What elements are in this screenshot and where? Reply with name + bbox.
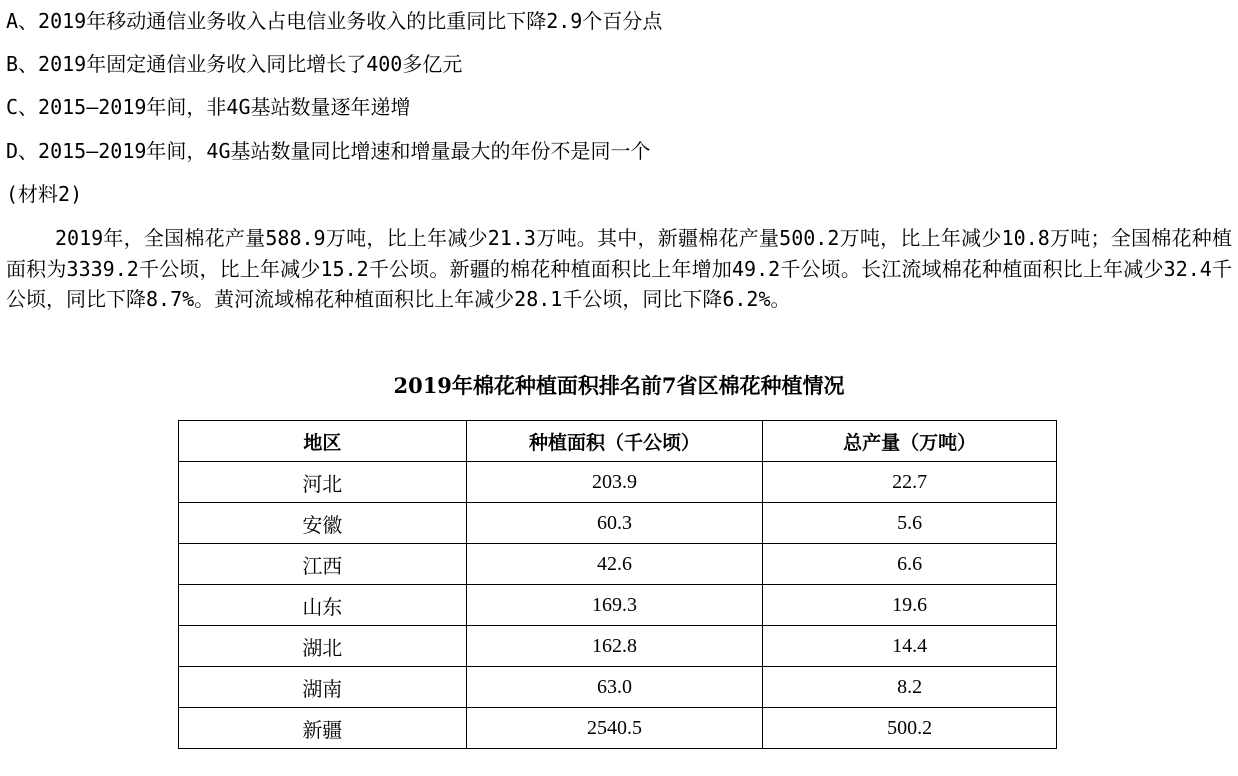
table-row xyxy=(179,503,1057,544)
cell-region: 湖北 xyxy=(179,626,467,667)
cell-area: 42.6 xyxy=(466,544,763,585)
cell-area: 203.9 xyxy=(466,462,763,503)
table-row xyxy=(179,462,1057,503)
cell-area: 169.3 xyxy=(466,585,763,626)
cell-area: 63.0 xyxy=(466,667,763,708)
option-c: C、2015—2019年间，非4G基站数量逐年递增 xyxy=(6,95,411,119)
cell-output: 500.2 xyxy=(763,708,1057,749)
cell-output: 5.6 xyxy=(763,503,1057,544)
option-a: A、2019年移动通信业务收入占电信业务收入的比重同比下降2.9个百分点 xyxy=(6,9,663,33)
cell-region: 安徽 xyxy=(179,503,467,544)
table-header-row xyxy=(179,421,1057,462)
header-region: 地区 xyxy=(179,421,467,462)
material-paragraph: 2019年，全国棉花产量588.9万吨，比上年减少21.3万吨。其中，新疆棉花产量500.2万吨，比上年减少10.8万吨；全国棉花种植面积为3339.2千公顷，比上年减少15.2千公顷。新疆的棉花种植面积比上年增加49.2千公顷。长江流域棉花种植面积比上年减少32.4千公顷，同比下降8.7%。黄河流域棉花种植面积比上年减少28.1千公顷，同比下降6.2%。 xyxy=(6,226,1232,311)
cell-area: 162.8 xyxy=(466,626,763,667)
option-b: B、2019年固定通信业务收入同比增长了400多亿元 xyxy=(6,52,463,76)
cell-area: 2540.5 xyxy=(466,708,763,749)
material-label: (材料2) xyxy=(6,182,83,206)
table-row xyxy=(179,585,1057,626)
cell-region: 河北 xyxy=(179,462,467,503)
header-area: 种植面积（千公顷） xyxy=(466,421,763,462)
cell-region: 新疆 xyxy=(179,708,467,749)
table-row xyxy=(179,626,1057,667)
table-row xyxy=(179,708,1057,749)
option-d: D、2015—2019年间，4G基站数量同比增速和增量最大的年份不是同一个 xyxy=(6,139,651,163)
cell-output: 14.4 xyxy=(763,626,1057,667)
cotton-table xyxy=(178,420,1057,749)
header-output: 总产量（万吨） xyxy=(763,421,1057,462)
cell-region: 江西 xyxy=(179,544,467,585)
table-row xyxy=(179,667,1057,708)
cell-region: 山东 xyxy=(179,585,467,626)
cell-output: 8.2 xyxy=(763,667,1057,708)
table-title: 2019年棉花种植面积排名前7省区棉花种植情况 xyxy=(393,373,845,398)
cell-area: 60.3 xyxy=(466,503,763,544)
cell-region: 湖南 xyxy=(179,667,467,708)
cell-output: 22.7 xyxy=(763,462,1057,503)
cell-output: 19.6 xyxy=(763,585,1057,626)
cell-output: 6.6 xyxy=(763,544,1057,585)
table-row xyxy=(179,544,1057,585)
